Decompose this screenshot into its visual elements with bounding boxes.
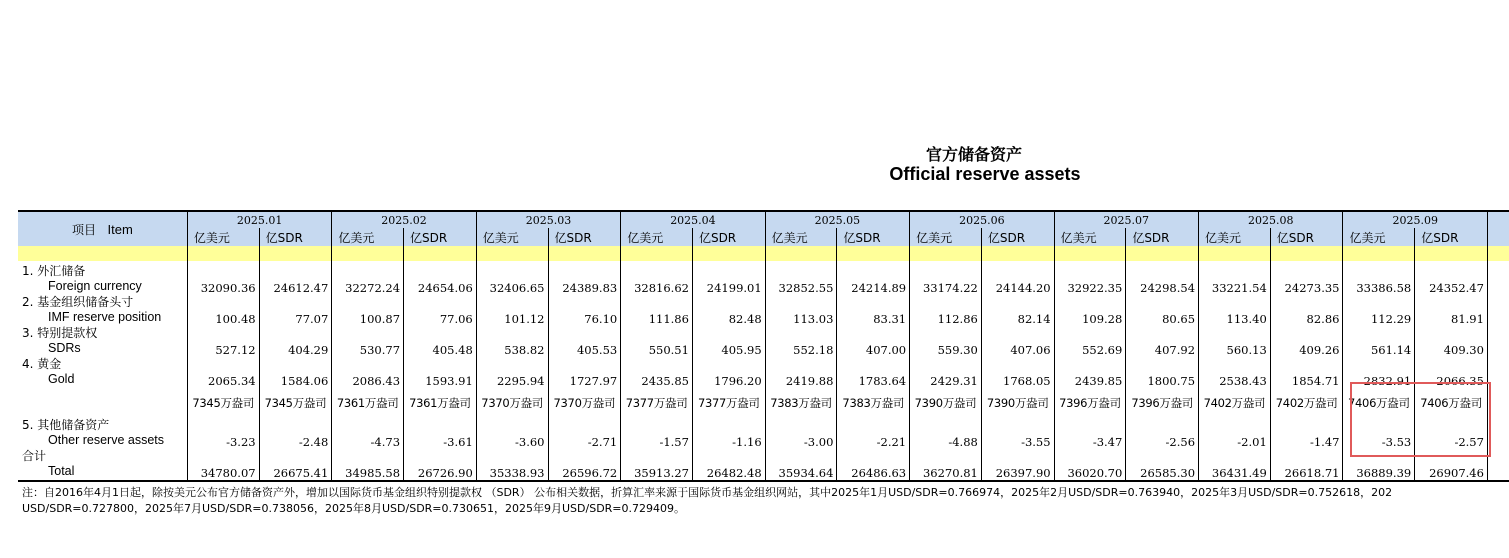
value-usd: -3.47 <box>1054 418 1126 449</box>
month-header: 2025.03 <box>476 211 620 228</box>
unit-header-usd: 亿美元 <box>1199 228 1271 246</box>
row-label-en: Other reserve assets <box>48 433 165 447</box>
value-usd: 530.77 <box>332 326 404 357</box>
value-sdr: 405.53 <box>548 326 621 357</box>
row-edge-cell <box>1487 295 1509 326</box>
value-usd: 35338.93 <box>476 449 548 481</box>
official-reserve-assets-table <box>18 210 1509 482</box>
row-label <box>18 295 187 326</box>
row-label-cn: 3. 特别提款权 <box>22 326 98 340</box>
value-usd: 113.40 <box>1199 295 1271 326</box>
value-sdr: -2.56 <box>1126 418 1199 449</box>
yellow-spacer-cell <box>1126 246 1199 261</box>
value-sdr: 26907.46 <box>1415 449 1488 481</box>
value-sdr: 24352.47 <box>1415 261 1488 295</box>
value-sdr: 1768.05 <box>981 357 1054 388</box>
gold-ounces-usd: 7361万盎司 <box>332 388 404 418</box>
value-sdr: 1593.91 <box>404 357 477 388</box>
row-label-cn: 2. 基金组织储备头寸 <box>22 295 134 309</box>
gold-ounces-sdr: 7406万盎司 <box>1415 388 1488 418</box>
yellow-spacer-cell <box>259 246 332 261</box>
value-usd: -1.57 <box>621 418 693 449</box>
gold-ounces-sdr: 7402万盎司 <box>1270 388 1343 418</box>
gold-ounces-sdr: 7361万盎司 <box>404 388 477 418</box>
table-row <box>18 261 1509 295</box>
value-usd: 527.12 <box>187 326 259 357</box>
gold-ounces-usd: 7402万盎司 <box>1199 388 1271 418</box>
value-usd: 33386.58 <box>1343 261 1415 295</box>
yellow-spacer-cell <box>910 246 982 261</box>
footnote-line-1: 注：自2016年4月1日起，除按美元公布官方储备资产外，增加以国际货币基金组织特别提款权 （SDR） 公布相关数据，折算汇率来源于国际货币基金组织网站，其中2025年1月USD/SDR=0.766974，2025年2月USD/SDR=0.763940，2025年3月USD/SDR=0.752618，202 <box>22 486 1393 499</box>
month-header: 2025.02 <box>332 211 476 228</box>
value-sdr: -2.57 <box>1415 418 1488 449</box>
value-usd: 2538.43 <box>1199 357 1271 388</box>
unit-header-sdr: 亿SDR <box>837 228 910 246</box>
value-usd: 35913.27 <box>621 449 693 481</box>
unit-header-sdr: 亿SDR <box>981 228 1054 246</box>
value-usd: 2429.31 <box>910 357 982 388</box>
value-usd: 2832.91 <box>1343 357 1415 388</box>
page-title-en: Official reserve assets <box>889 164 1081 184</box>
value-sdr: -1.16 <box>692 418 765 449</box>
yellow-spacer-cell <box>692 246 765 261</box>
value-usd: 101.12 <box>476 295 548 326</box>
value-sdr: 80.65 <box>1126 295 1199 326</box>
table-row-gold-ounces <box>18 388 1509 418</box>
value-sdr: 26596.72 <box>548 449 621 481</box>
value-usd: 559.30 <box>910 326 982 357</box>
yellow-spacer-cell <box>1270 246 1343 261</box>
value-sdr: -3.55 <box>981 418 1054 449</box>
item-header-cn: 项目 <box>72 222 97 237</box>
table-row <box>18 326 1509 357</box>
row-label <box>18 326 187 357</box>
table-row <box>18 295 1509 326</box>
value-sdr: 76.10 <box>548 295 621 326</box>
unit-header-sdr: 亿SDR <box>1126 228 1199 246</box>
month-header: 2025.04 <box>621 211 765 228</box>
value-usd: 32816.62 <box>621 261 693 295</box>
gold-ounces-usd: 7377万盎司 <box>621 388 693 418</box>
gold-ounces-sdr: 7383万盎司 <box>837 388 910 418</box>
value-usd: -3.23 <box>187 418 259 449</box>
value-usd: 36270.81 <box>910 449 982 481</box>
yellow-spacer-cell <box>548 246 621 261</box>
unit-header-sdr: 亿SDR <box>692 228 765 246</box>
value-usd: 2295.94 <box>476 357 548 388</box>
value-usd: 34780.07 <box>187 449 259 481</box>
row-label-en: SDRs <box>48 341 81 355</box>
unit-header-usd: 亿美元 <box>187 228 259 246</box>
yellow-spacer-cell <box>1343 246 1415 261</box>
value-sdr: 404.29 <box>259 326 332 357</box>
gold-ounces-usd: 7345万盎司 <box>187 388 259 418</box>
unit-header-usd: 亿美元 <box>1054 228 1126 246</box>
yellow-spacer-cell <box>981 246 1054 261</box>
row-label <box>18 357 187 388</box>
gold-ounces-sdr: 7377万盎司 <box>692 388 765 418</box>
month-header: 2025.01 <box>187 211 331 228</box>
gold-ounces-usd: 7396万盎司 <box>1054 388 1126 418</box>
unit-header-usd: 亿美元 <box>1343 228 1415 246</box>
value-sdr: 2066.35 <box>1415 357 1488 388</box>
value-sdr: -1.47 <box>1270 418 1343 449</box>
value-usd: 32406.65 <box>476 261 548 295</box>
value-sdr: 407.00 <box>837 326 910 357</box>
value-sdr: 26486.63 <box>837 449 910 481</box>
value-usd: 35934.64 <box>765 449 837 481</box>
row-edge-cell <box>1487 388 1509 418</box>
unit-header-sdr: 亿SDR <box>548 228 621 246</box>
value-sdr: 77.07 <box>259 295 332 326</box>
row-label-empty <box>18 388 187 418</box>
value-sdr: 24273.35 <box>1270 261 1343 295</box>
unit-header-sdr: 亿SDR <box>1270 228 1343 246</box>
row-label <box>18 449 187 481</box>
yellow-spacer-cell <box>1487 246 1509 261</box>
value-usd: -4.73 <box>332 418 404 449</box>
yellow-spacer-cell <box>404 246 477 261</box>
value-usd: 109.28 <box>1054 295 1126 326</box>
row-label-cn: 1. 外汇储备 <box>22 264 86 278</box>
unit-header-sdr: 亿SDR <box>259 228 332 246</box>
value-usd: 36020.70 <box>1054 449 1126 481</box>
value-sdr: 26397.90 <box>981 449 1054 481</box>
row-label-en: Total <box>48 464 75 478</box>
row-edge-cell <box>1487 418 1509 449</box>
item-column-header <box>18 211 187 246</box>
month-header: 2025.08 <box>1199 211 1343 228</box>
value-sdr: 82.86 <box>1270 295 1343 326</box>
footnote-line-2: USD/SDR=0.727800，2025年7月USD/SDR=0.738056，2025年8月USD/SDR=0.730651，2025年9月USD/SDR=0.729409。 <box>22 502 686 515</box>
gold-ounces-usd: 7390万盎司 <box>910 388 982 418</box>
value-usd: 2435.85 <box>621 357 693 388</box>
value-usd: 32852.55 <box>765 261 837 295</box>
unit-header-usd: 亿美元 <box>765 228 837 246</box>
row-label <box>18 261 187 295</box>
unit-header-usd: 亿美元 <box>332 228 404 246</box>
row-edge-cell <box>1487 449 1509 481</box>
value-usd: 34985.58 <box>332 449 404 481</box>
row-label-cn: 5. 其他储备资产 <box>22 418 110 432</box>
value-usd: 550.51 <box>621 326 693 357</box>
value-usd: -2.01 <box>1199 418 1271 449</box>
yellow-spacer-cell <box>621 246 693 261</box>
row-label-en: Gold <box>48 372 75 386</box>
value-usd: 36889.39 <box>1343 449 1415 481</box>
value-sdr: 24612.47 <box>259 261 332 295</box>
value-sdr: 405.48 <box>404 326 477 357</box>
value-sdr: 407.06 <box>981 326 1054 357</box>
gold-ounces-sdr: 7396万盎司 <box>1126 388 1199 418</box>
value-usd: 561.14 <box>1343 326 1415 357</box>
month-header: 2025.06 <box>910 211 1054 228</box>
gold-ounces-usd: 7383万盎司 <box>765 388 837 418</box>
value-usd: 32272.24 <box>332 261 404 295</box>
row-edge-cell <box>1487 357 1509 388</box>
value-usd: 100.48 <box>187 295 259 326</box>
unit-header-sdr: 亿SDR <box>1415 228 1488 246</box>
month-header: 2025.05 <box>765 211 909 228</box>
value-sdr: 1854.71 <box>1270 357 1343 388</box>
row-label-cn: 合计 <box>22 449 47 463</box>
yellow-spacer-cell <box>1054 246 1126 261</box>
value-sdr: -2.71 <box>548 418 621 449</box>
value-sdr: 77.06 <box>404 295 477 326</box>
value-usd: 112.29 <box>1343 295 1415 326</box>
yellow-spacer-cell <box>1199 246 1271 261</box>
footnote <box>22 485 1392 517</box>
value-sdr: 1796.20 <box>692 357 765 388</box>
unit-header-sdr: 亿SDR <box>404 228 477 246</box>
yellow-spacer-cell <box>332 246 404 261</box>
yellow-spacer-cell <box>187 246 259 261</box>
value-sdr: -2.21 <box>837 418 910 449</box>
value-sdr: 26585.30 <box>1126 449 1199 481</box>
value-sdr: 1783.64 <box>837 357 910 388</box>
value-usd: 112.86 <box>910 295 982 326</box>
table-row <box>18 418 1509 449</box>
row-edge-cell <box>1487 261 1509 295</box>
header-edge-cell <box>1487 228 1509 246</box>
value-sdr: 407.92 <box>1126 326 1199 357</box>
row-edge-cell <box>1487 326 1509 357</box>
value-sdr: 24298.54 <box>1126 261 1199 295</box>
value-usd: 2086.43 <box>332 357 404 388</box>
page-title-cn: 官方储备资产 <box>925 145 1022 164</box>
value-usd: 538.82 <box>476 326 548 357</box>
value-sdr: 83.31 <box>837 295 910 326</box>
gold-ounces-usd: 7406万盎司 <box>1343 388 1415 418</box>
header-edge-cell <box>1487 211 1509 228</box>
table-row <box>18 449 1509 481</box>
value-usd: 560.13 <box>1199 326 1271 357</box>
value-sdr: 409.26 <box>1270 326 1343 357</box>
value-usd: 100.87 <box>332 295 404 326</box>
value-sdr: 81.91 <box>1415 295 1488 326</box>
value-sdr: 24199.01 <box>692 261 765 295</box>
value-usd: 2065.34 <box>187 357 259 388</box>
value-sdr: 26726.90 <box>404 449 477 481</box>
value-sdr: 405.95 <box>692 326 765 357</box>
value-usd: -3.53 <box>1343 418 1415 449</box>
value-sdr: -2.48 <box>259 418 332 449</box>
value-usd: 2439.85 <box>1054 357 1126 388</box>
month-header: 2025.09 <box>1343 211 1487 228</box>
value-usd: 33221.54 <box>1199 261 1271 295</box>
gold-ounces-sdr: 7370万盎司 <box>548 388 621 418</box>
value-sdr: 26675.41 <box>259 449 332 481</box>
value-sdr: 82.14 <box>981 295 1054 326</box>
value-sdr: -3.61 <box>404 418 477 449</box>
value-sdr: 82.48 <box>692 295 765 326</box>
value-usd: 32922.35 <box>1054 261 1126 295</box>
gold-ounces-sdr: 7390万盎司 <box>981 388 1054 418</box>
value-usd: -3.60 <box>476 418 548 449</box>
value-sdr: 24389.83 <box>548 261 621 295</box>
value-sdr: 409.30 <box>1415 326 1488 357</box>
unit-header-usd: 亿美元 <box>621 228 693 246</box>
value-sdr: 26482.48 <box>692 449 765 481</box>
month-header: 2025.07 <box>1054 211 1198 228</box>
value-usd: 552.69 <box>1054 326 1126 357</box>
value-sdr: 1584.06 <box>259 357 332 388</box>
yellow-spacer-cell <box>765 246 837 261</box>
value-usd: 32090.36 <box>187 261 259 295</box>
yellow-spacer-cell <box>837 246 910 261</box>
yellow-spacer-label <box>18 246 187 261</box>
value-usd: 33174.22 <box>910 261 982 295</box>
value-usd: 36431.49 <box>1199 449 1271 481</box>
row-label-en: Foreign currency <box>48 279 142 293</box>
gold-ounces-sdr: 7345万盎司 <box>259 388 332 418</box>
yellow-spacer-cell <box>476 246 548 261</box>
value-sdr: 24214.89 <box>837 261 910 295</box>
yellow-spacer-cell <box>1415 246 1488 261</box>
value-sdr: 1727.97 <box>548 357 621 388</box>
value-usd: -4.88 <box>910 418 982 449</box>
value-usd: 111.86 <box>621 295 693 326</box>
value-sdr: 26618.71 <box>1270 449 1343 481</box>
value-usd: 113.03 <box>765 295 837 326</box>
row-label <box>18 418 187 449</box>
row-label-cn: 4. 黄金 <box>22 357 62 371</box>
unit-header-usd: 亿美元 <box>910 228 982 246</box>
value-sdr: 24654.06 <box>404 261 477 295</box>
row-label-en: IMF reserve position <box>48 310 162 324</box>
unit-header-usd: 亿美元 <box>476 228 548 246</box>
value-usd: 552.18 <box>765 326 837 357</box>
table-row <box>18 357 1509 388</box>
gold-ounces-usd: 7370万盎司 <box>476 388 548 418</box>
value-usd: 2419.88 <box>765 357 837 388</box>
value-sdr: 24144.20 <box>981 261 1054 295</box>
item-header-en: Item <box>107 221 133 237</box>
value-sdr: 1800.75 <box>1126 357 1199 388</box>
value-usd: -3.00 <box>765 418 837 449</box>
